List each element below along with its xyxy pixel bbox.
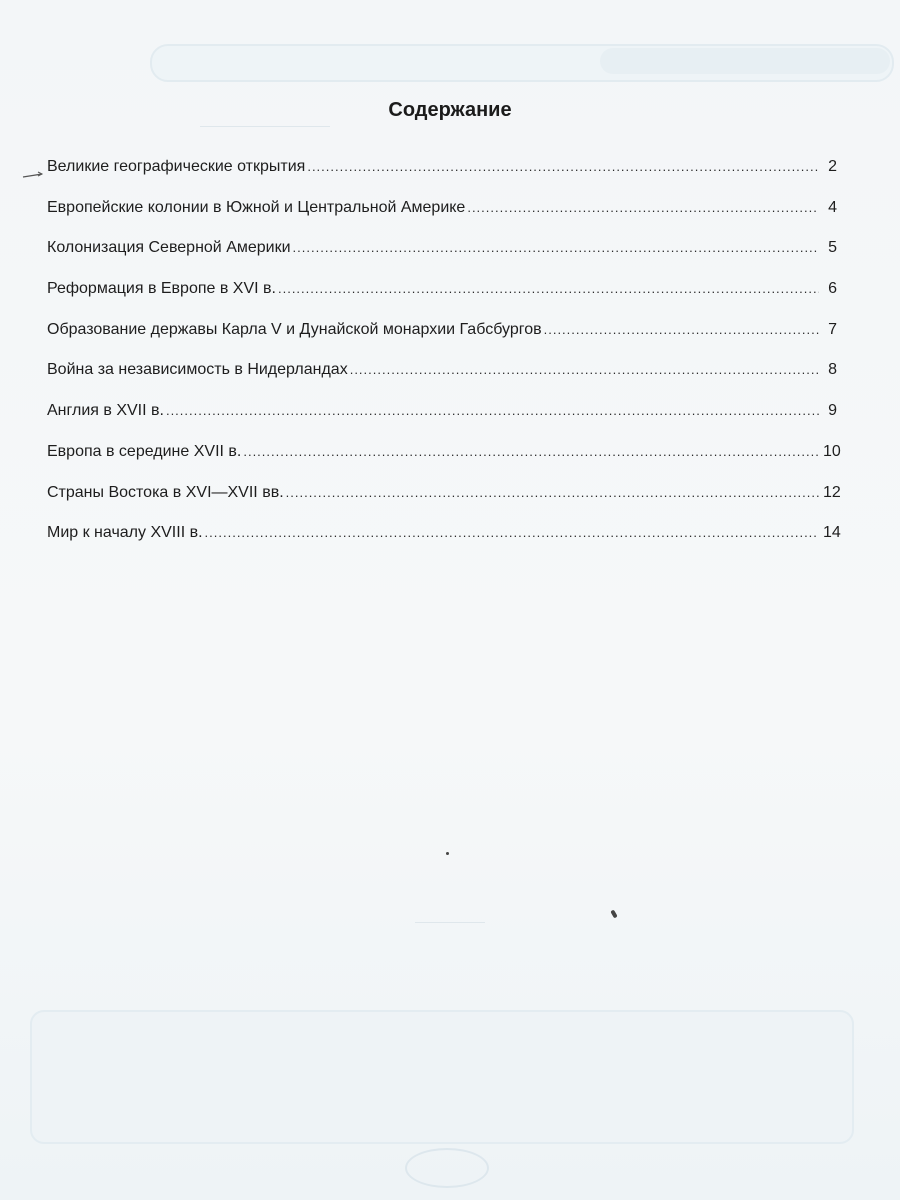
toc-entry-title: Колонизация Северной Америки <box>47 239 291 257</box>
toc-entry-page: 2 <box>828 158 837 175</box>
table-of-contents <box>47 158 841 565</box>
toc-leader-dots <box>544 322 819 337</box>
bleed-through-line <box>200 126 330 127</box>
toc-entry-page: 12 <box>823 483 841 501</box>
toc-entry-title: Европа в середине XVII в. <box>47 442 242 460</box>
toc-entry-title: Мир к началу XVIII в. <box>47 524 203 542</box>
toc-entry[interactable] <box>47 239 837 280</box>
toc-leader-dots <box>286 485 819 500</box>
toc-entry[interactable] <box>47 402 837 443</box>
toc-entry[interactable] <box>47 483 841 525</box>
bleed-through-page-number-oval <box>405 1148 489 1188</box>
toc-entry-page: 5 <box>828 239 837 257</box>
bleed-through-task-box <box>30 1010 854 1144</box>
toc-entry-page: 8 <box>828 361 837 379</box>
scan-speck <box>446 852 449 855</box>
toc-entry-page: 14 <box>823 524 841 542</box>
toc-entry-page: 4 <box>828 198 837 216</box>
toc-entry-title: Англия в XVII в. <box>47 402 164 420</box>
toc-entry[interactable] <box>47 524 841 565</box>
bleed-through-header-tab <box>600 48 890 74</box>
toc-entry-title: Реформация в Европе в XVI в. <box>47 280 276 298</box>
toc-entry-page: 6 <box>828 280 837 298</box>
toc-entry[interactable] <box>47 321 837 362</box>
pencil-mark-icon <box>22 170 44 180</box>
scan-speck <box>610 910 617 919</box>
toc-entry[interactable] <box>47 442 841 484</box>
toc-leader-dots <box>278 281 819 296</box>
toc-leader-dots <box>166 403 819 418</box>
toc-entry-title: Великие географические открытия <box>47 158 306 175</box>
toc-entry[interactable] <box>47 361 837 402</box>
toc-leader-dots <box>307 159 819 174</box>
toc-leader-dots <box>243 444 819 459</box>
toc-leader-dots <box>293 240 819 255</box>
toc-entry[interactable] <box>47 158 837 199</box>
toc-entry-title: Война за независимость в Нидерландах <box>47 361 348 379</box>
toc-entry-page: 10 <box>823 442 841 460</box>
toc-entry[interactable] <box>47 280 837 321</box>
toc-entry-page: 9 <box>828 402 837 420</box>
toc-leader-dots <box>467 200 819 215</box>
toc-entry[interactable] <box>47 199 837 240</box>
toc-entry-title: Европейские колонии в Южной и Центральной Америке <box>47 198 466 216</box>
toc-entry-page: 7 <box>828 320 837 338</box>
bleed-through-line <box>415 922 485 923</box>
toc-entry-title: Страны Востока в XVI—XVII вв. <box>47 483 284 501</box>
toc-entry-title: Образование державы Карла V и Дунайской монархии Габсбургов <box>47 320 542 338</box>
toc-leader-dots <box>350 362 819 377</box>
toc-leader-dots <box>205 525 819 540</box>
contents-title: Содержание <box>388 99 512 122</box>
